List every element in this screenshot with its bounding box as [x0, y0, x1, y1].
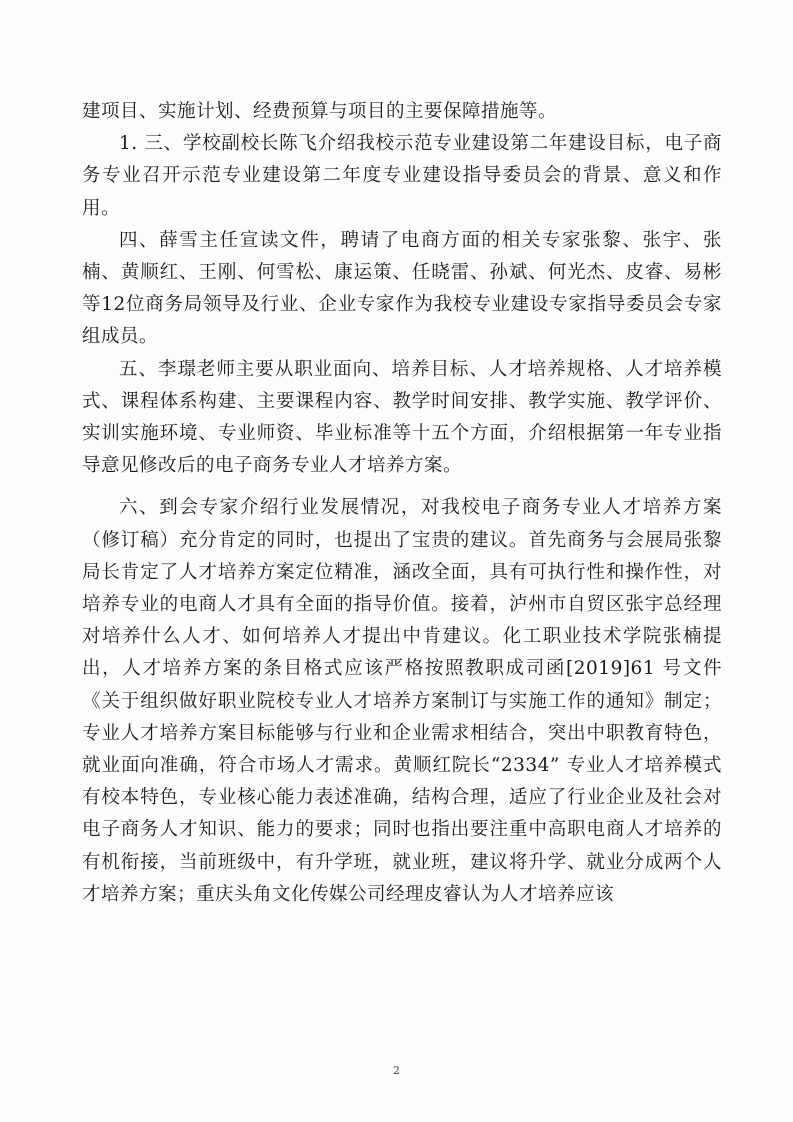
- paragraph-item-5: 五、李璟老师主要从职业面向、培养目标、人才培养规格、人才培养模式、课程体系构建、主要课程内容、教学时间安排、教学实施、教学评价、实训实施环境、专业师资、毕业标准等十五个方面，介绍根据第一年专业指导意见修改后的电子商务专业人才培养方案。: [82, 358, 722, 477]
- paragraph-item-6: 六、到会专家介绍行业发展情况，对我校电子商务专业人才培养方案（修订稿）充分肯定的同时，也提出了宝贵的建议。首先商务与会展局张黎局长肯定了人才培养方案定位精准，涵改全面，具有可执行性和操作性，对培养专业的电商人才具有全面的指导价值。接着，泸州市自贸区张宇总经理对培养什么人才、如何培养人才提出中肯建议。化工职业技术学院张楠提出，人才培养方案的条目格式应该严格按照教职成司函[2019]61 号文件《关于组织做好职业院校专业人才培养方案制订与实施工作的通知》制定；专业人才培养方案目标能够与行业和企业需求相结合，突出中职教育特色，就业面向准确，符合市场人才需求。黄顺红院长“2334” 专业人才培养模式有校本特色，专业核心能力表述准确，结构合理，适应了行业企业及社会对电子商务人才知识、能力的要求；同时也指出要注重中高职电商人才培养的有机衔接，当前班级中，有升学班，就业班，建议将升学、就业分成两个人才培养方案；重庆头角文化传媒公司经理皮睿认为人才培养应该: [82, 497, 722, 905]
- page-number: 2: [393, 1064, 400, 1077]
- paragraph-item-4: 四、薛雪主任宣读文件，聘请了电商方面的相关专家张黎、张宇、张楠、黄顺红、王刚、何雪松、康运策、任晓雷、孙斌、何光杰、皮睿、易彬等12位商务局领导及行业、企业专家作为我校专业建设专家指导委员会专家组成员。: [82, 229, 722, 348]
- paragraph-item-3: 1. 三、学校副校长陈飞介绍我校示范专业建设第二年建设目标，电子商务专业召开示范专业建设第二年度专业建设指导委员会的背景、意义和作用。: [82, 133, 722, 219]
- paragraph-continuation: 建项目、实施计划、经费预算与项目的主要保障措施等。: [82, 101, 558, 122]
- body-text: [82, 96, 722, 911]
